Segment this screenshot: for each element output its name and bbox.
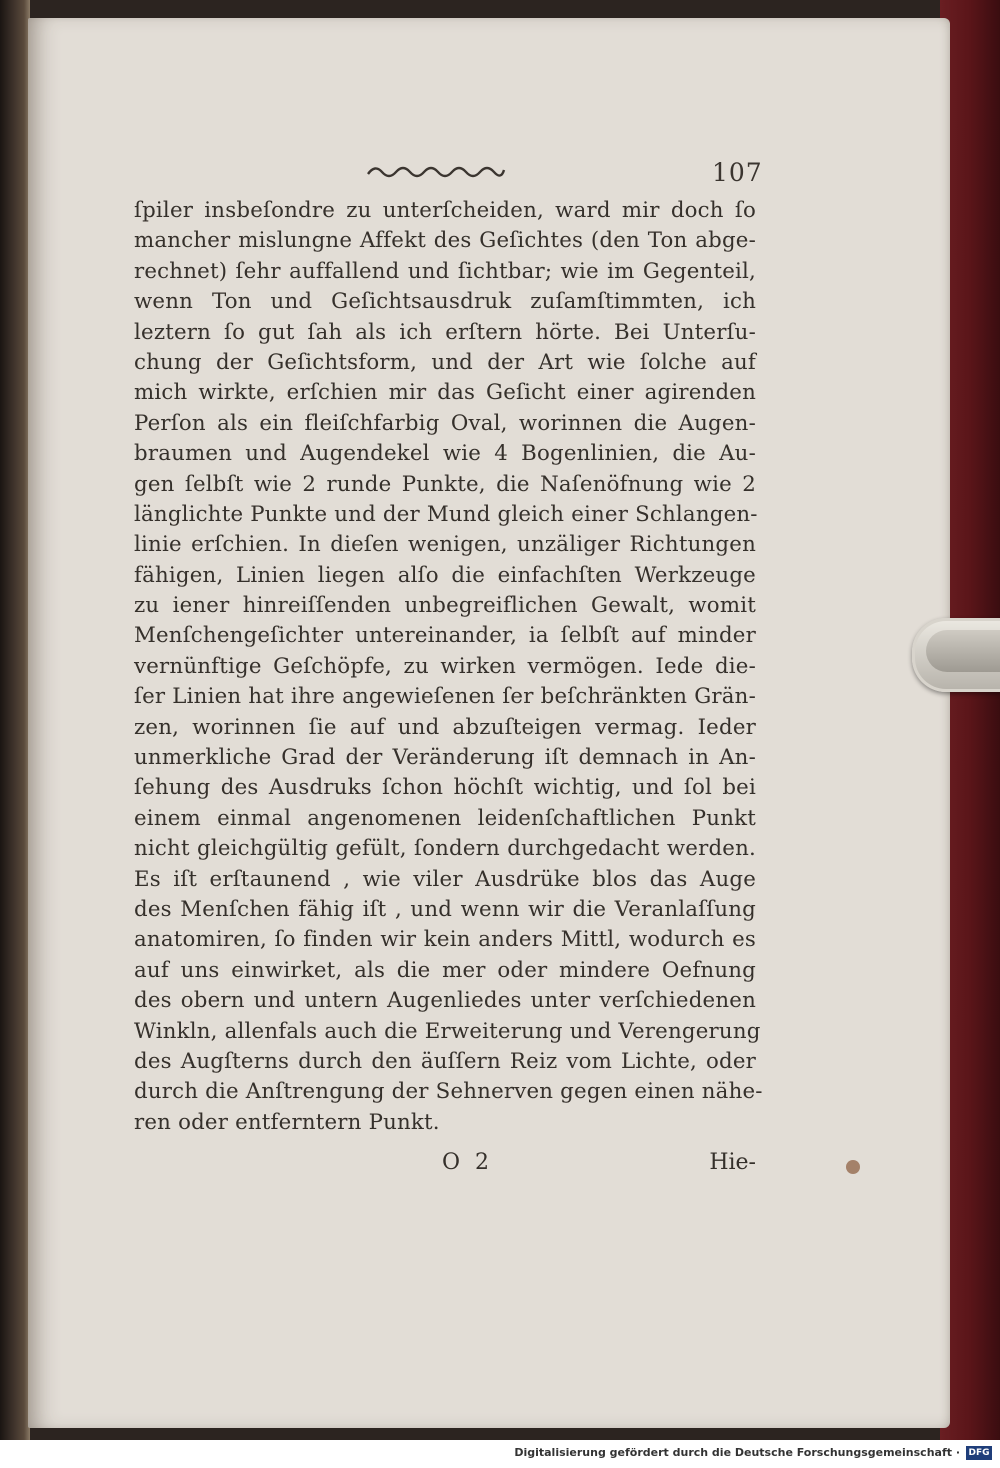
text-line: nicht gleichgültig gefült, ſondern durchgedacht werden. [134, 836, 756, 862]
text-line: ſehung des Ausdruks ſchon höchſt wichtig, und ſol bei [134, 775, 756, 801]
text-line: Winkln, allenfals auch die Erweiterung und Verengerung [134, 1018, 761, 1044]
text-line: ſer Linien hat ihre angewieſenen ſer beſchränkten Grän- [134, 684, 756, 710]
text-line: fähigen, Linien liegen alſo die einfachſten Werkzeuge [134, 562, 756, 588]
text-line: unmerkliche Grad der Veränderung iſt demnach in An- [134, 745, 756, 771]
wavy-rule-ornament-icon [366, 160, 506, 184]
text-line: Es iſt erſtaunend , wie viler Ausdrüke blos das Auge [134, 866, 756, 892]
text-line: wenn Ton und Geſichtsausdruk zuſamſtimmten, ich [134, 289, 756, 315]
foxing-stain [846, 1160, 860, 1174]
text-line: vernünftige Geſchöpfe, zu wirken vermögen. Iede die- [134, 653, 756, 679]
text-line: ſpiler insbeſondre zu unterſcheiden, ward mir doch ſo [134, 198, 756, 223]
page-clip-inner [926, 630, 1000, 672]
text-line: länglichte Punkte und der Mund gleich einer Schlangen- [134, 501, 758, 527]
page-header [130, 158, 763, 198]
signature-mark: O 2 [442, 1150, 494, 1175]
text-line: braumen und Augendekel wie 4 Bogenlinien, die Au- [134, 441, 756, 467]
text-line: Perſon als ein fleiſchfarbig Oval, worinnen die Augen- [134, 410, 756, 436]
dfg-logo-icon: DFG [966, 1446, 992, 1460]
text-line: zu iener hinreiſſenden unbegreiflichen Gewalt, womit [134, 593, 756, 619]
text-line: gen ſelbſt wie 2 runde Punkte, die Naſenöfnung wie 2 [134, 471, 756, 497]
text-line: zen, worinnen ſie auf und abzuſteigen vermag. Ieder [134, 714, 756, 740]
body-text [134, 196, 763, 1138]
text-line: mich wirkte, erſchien mir das Geſicht einer agirenden [134, 380, 756, 406]
page-footer [134, 1150, 756, 1184]
dfg-credit: Digitalisierung gefördert durch die Deutsche Forschungsgemeinschaft · [514, 1446, 960, 1459]
text-line: des Augſterns durch den äuſſern Reiz vom Lichte, oder [134, 1048, 756, 1074]
digitization-credit-bar [0, 1440, 1000, 1468]
text-line: auf uns einwirket, als die mer oder mindere Oefnung [134, 957, 756, 983]
left-book-cover [0, 0, 30, 1440]
text-line: durch die Anſtrengung der Sehnerven gegen einen nähe- [134, 1079, 763, 1105]
text-line: linie erſchien. In dieſen wenigen, unzäliger Richtungen [134, 532, 756, 558]
text-line: anatomiren, ſo finden wir kein anders Mittl, wodurch es [134, 927, 756, 953]
text-line: einem einmal angenomenen leidenſchaftlichen Punkt [134, 805, 756, 831]
text-line: ren oder entferntern Punkt. [134, 1109, 440, 1135]
catchword: Hie- [709, 1150, 756, 1175]
text-line: leztern ſo gut ſah als ich erſtern hörte. Bei Unterſu- [134, 319, 756, 345]
text-line: mancher mislungne Affekt des Geſichtes (den Ton abge- [134, 228, 756, 254]
text-line: rechnet) ſehr auffallend und ſichtbar; wie im Gegenteil, [134, 258, 756, 284]
text-line: des obern und untern Augenliedes unter verſchiedenen [134, 988, 756, 1014]
text-line: Menſchengeſichter untereinander, ia ſelbſt auf minder [134, 623, 756, 649]
page-number: 107 [712, 158, 763, 187]
text-line: des Menſchen fähig iſt , und wenn wir die Veranlaſſung [134, 896, 756, 922]
text-line: chung der Geſichtsform, und der Art wie ſolche auf [134, 349, 756, 375]
